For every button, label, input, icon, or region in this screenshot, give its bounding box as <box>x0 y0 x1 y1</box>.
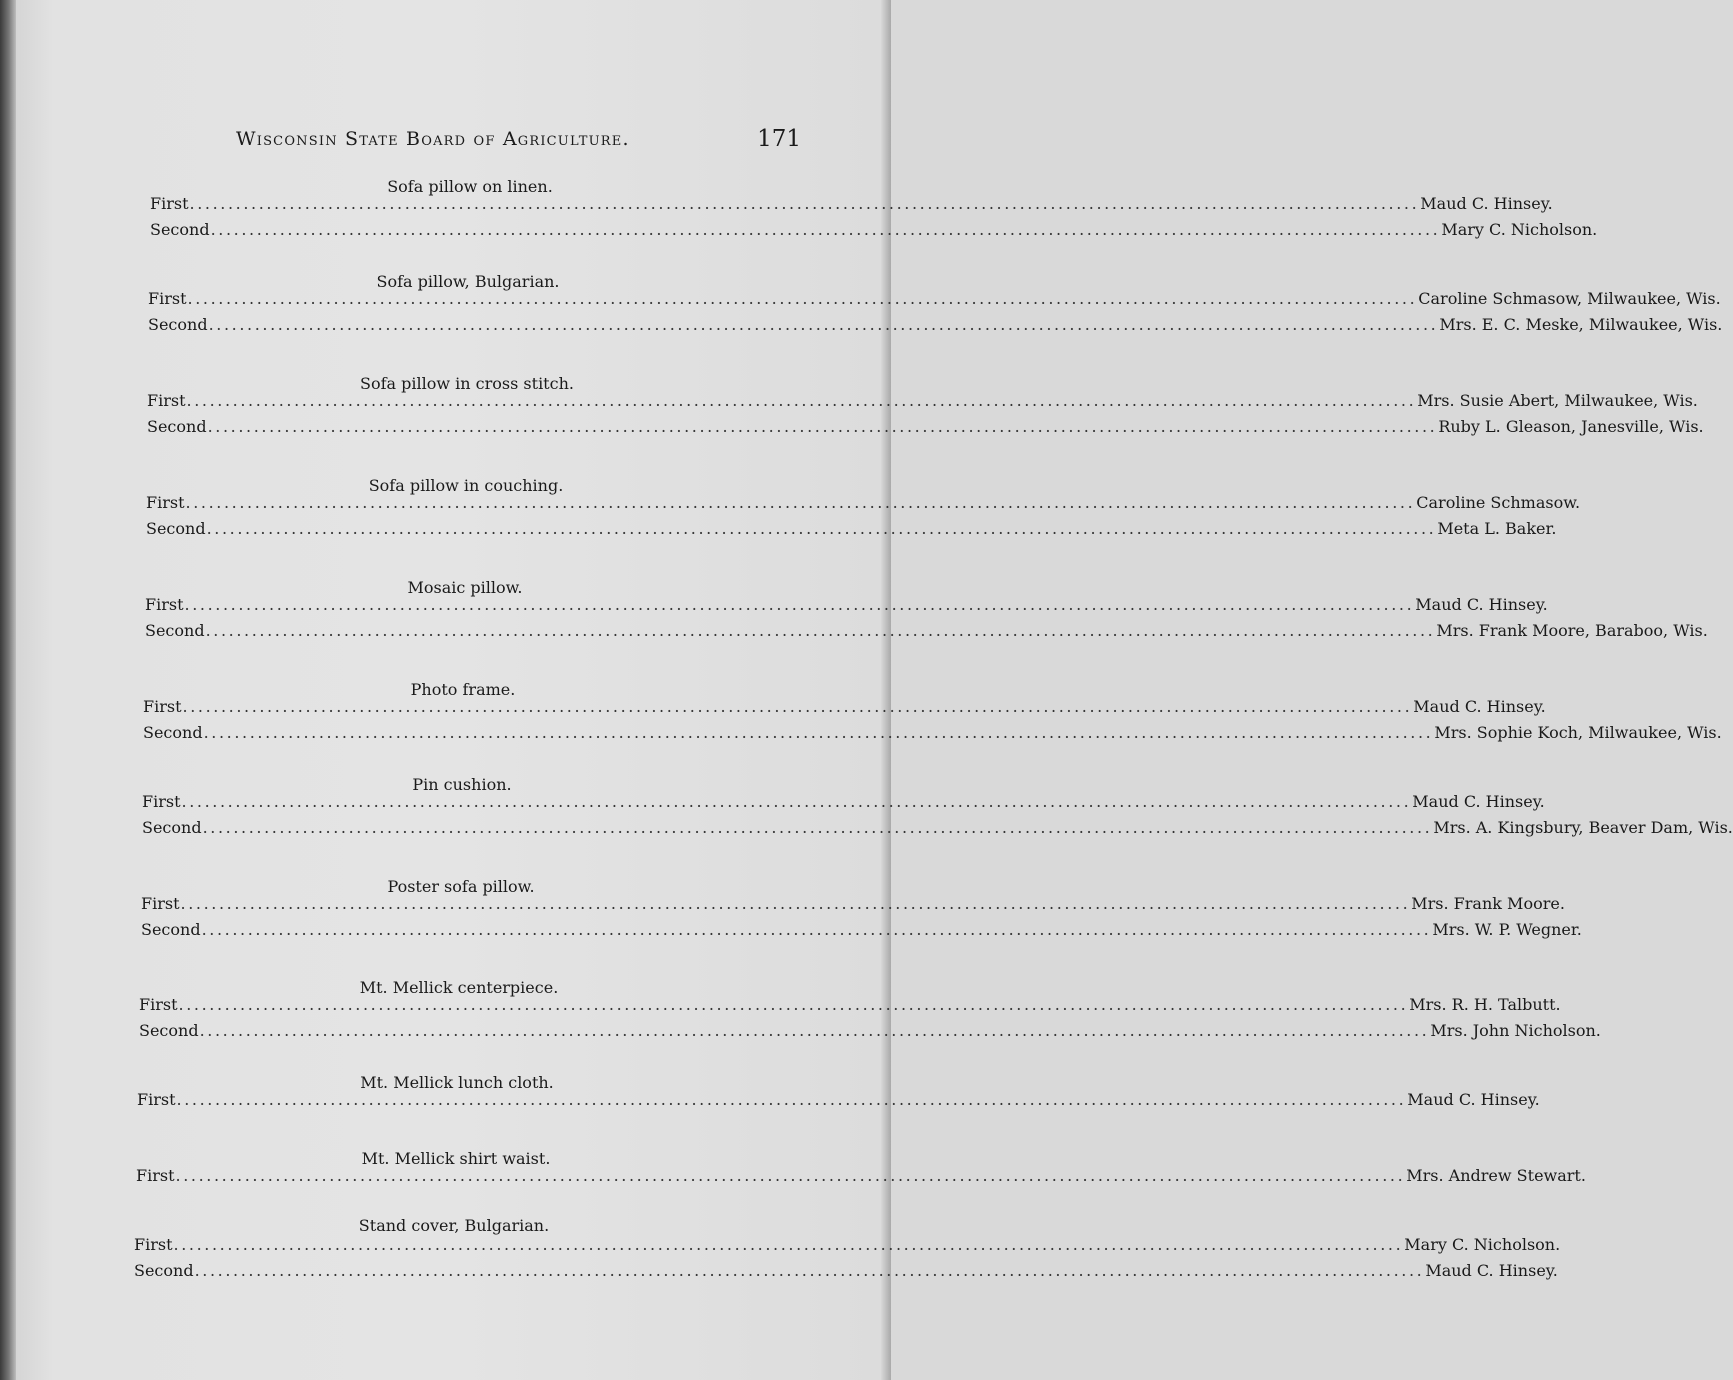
award-section <box>143 680 1722 770</box>
place-label: Second <box>146 519 206 538</box>
dot-leader: ................................................................................................................................................................ <box>175 1166 1406 1185</box>
winner-name: Mrs. Frank Moore, Baraboo, Wis. <box>1436 621 1708 640</box>
dot-leader: ................................................................................................................................................................ <box>199 1021 1430 1040</box>
section-title: Stand cover, Bulgarian. <box>358 1216 550 1235</box>
award-entry <box>148 289 1721 311</box>
award-entry <box>141 920 1582 942</box>
section-title: Mt. Mellick lunch cloth. <box>360 1073 554 1092</box>
winner-name: Mrs. John Nicholson. <box>1430 1021 1601 1040</box>
award-entry <box>150 220 1598 242</box>
award-entry <box>143 723 1722 745</box>
place-label: Second <box>139 1021 199 1040</box>
winner-name: Caroline Schmasow. <box>1416 493 1581 512</box>
place-label: First <box>139 995 178 1014</box>
place-label: First <box>134 1235 173 1254</box>
section-title: Pin cushion. <box>412 775 512 794</box>
award-entry <box>137 1090 1540 1112</box>
winner-name: Mary C. Nicholson. <box>1441 220 1598 239</box>
dot-leader: ................................................................................................................................................................ <box>184 595 1415 614</box>
section-title: Poster sofa pillow. <box>387 877 535 896</box>
award-entry <box>147 417 1704 439</box>
winner-name: Mrs. W. P. Wegner. <box>1432 920 1582 939</box>
winner-name: Maud C. Hinsey. <box>1407 1090 1540 1109</box>
winner-name: Mary C. Nicholson. <box>1404 1235 1561 1254</box>
place-label: Second <box>143 723 203 742</box>
section-title: Sofa pillow, Bulgarian. <box>376 272 560 291</box>
award-entry <box>143 697 1546 719</box>
award-entry <box>147 391 1698 413</box>
award-entry <box>146 519 1557 541</box>
winner-name: Mrs. Sophie Koch, Milwaukee, Wis. <box>1434 723 1722 742</box>
place-label: First <box>147 391 186 410</box>
winner-name: Mrs. R. H. Talbutt. <box>1409 995 1561 1014</box>
place-label: Second <box>150 220 210 239</box>
running-header-title: Wisconsin State Board of Agriculture. <box>236 128 630 150</box>
place-label: First <box>146 493 185 512</box>
award-section <box>146 476 1581 566</box>
winner-name: Mrs. Andrew Stewart. <box>1406 1166 1586 1185</box>
award-section <box>139 978 1601 1068</box>
dot-leader: ................................................................................................................................................................ <box>206 519 1437 538</box>
place-label: First <box>137 1090 176 1109</box>
award-section <box>145 578 1708 668</box>
place-label: First <box>148 289 187 308</box>
section-title: Mosaic pillow. <box>407 578 523 597</box>
award-section <box>147 374 1704 464</box>
dot-leader: ................................................................................................................................................................ <box>210 220 1441 239</box>
section-title: Sofa pillow in cross stitch. <box>360 374 574 393</box>
award-section <box>134 1216 1561 1306</box>
place-label: Second <box>145 621 205 640</box>
dot-leader: ................................................................................................................................................................ <box>186 391 1417 410</box>
place-label: First <box>150 194 189 213</box>
award-section <box>150 177 1598 267</box>
dot-leader: ................................................................................................................................................................ <box>203 723 1434 742</box>
award-entry <box>145 621 1708 643</box>
section-title: Mt. Mellick centerpiece. <box>359 978 559 997</box>
award-section <box>142 775 1733 865</box>
dot-leader: ................................................................................................................................................................ <box>185 493 1416 512</box>
dot-leader: ................................................................................................................................................................ <box>181 792 1412 811</box>
winner-name: Maud C. Hinsey. <box>1413 697 1546 716</box>
dot-leader: ................................................................................................................................................................ <box>201 920 1432 939</box>
winner-name: Maud C. Hinsey. <box>1415 595 1548 614</box>
dot-leader: ................................................................................................................................................................ <box>178 995 1409 1014</box>
award-section <box>141 877 1582 967</box>
section-title: Mt. Mellick shirt waist. <box>361 1149 551 1168</box>
section-title: Photo frame. <box>410 680 516 699</box>
dot-leader: ................................................................................................................................................................ <box>180 894 1411 913</box>
award-entry <box>134 1261 1558 1283</box>
place-label: Second <box>147 417 207 436</box>
dot-leader: ................................................................................................................................................................ <box>187 289 1418 308</box>
award-section <box>148 272 1723 362</box>
place-label: First <box>141 894 180 913</box>
winner-name: Mrs. E. C. Meske, Milwaukee, Wis. <box>1439 315 1723 334</box>
award-entry <box>148 315 1723 337</box>
running-header <box>236 122 801 162</box>
dot-leader: ................................................................................................................................................................ <box>173 1235 1404 1254</box>
dot-leader: ................................................................................................................................................................ <box>207 417 1438 436</box>
winner-name: Ruby L. Gleason, Janesville, Wis. <box>1438 417 1704 436</box>
winner-name: Mrs. Frank Moore. <box>1411 894 1565 913</box>
place-label: First <box>143 697 182 716</box>
award-entry <box>146 493 1581 515</box>
place-label: Second <box>141 920 201 939</box>
place-label: First <box>136 1166 175 1185</box>
winner-name: Mrs. Susie Abert, Milwaukee, Wis. <box>1417 391 1698 410</box>
book-spine-shadow <box>0 0 16 1380</box>
award-entry <box>136 1166 1586 1188</box>
award-entry <box>139 1021 1601 1043</box>
award-entry <box>139 995 1561 1017</box>
award-entry <box>150 194 1553 216</box>
award-entry <box>145 595 1548 617</box>
dot-leader: ................................................................................................................................................................ <box>208 315 1439 334</box>
winner-name: Maud C. Hinsey. <box>1425 1261 1558 1280</box>
winner-name: Maud C. Hinsey. <box>1412 792 1545 811</box>
award-entry <box>142 818 1733 840</box>
place-label: First <box>142 792 181 811</box>
section-title: Sofa pillow in couching. <box>368 476 564 495</box>
award-entry <box>142 792 1545 814</box>
winner-name: Maud C. Hinsey. <box>1420 194 1553 213</box>
award-entry <box>141 894 1565 916</box>
page-number: 171 <box>757 126 801 152</box>
winner-name: Caroline Schmasow, Milwaukee, Wis. <box>1418 289 1721 308</box>
dot-leader: ................................................................................................................................................................ <box>189 194 1420 213</box>
award-entry <box>134 1235 1561 1257</box>
dot-leader: ................................................................................................................................................................ <box>194 1261 1425 1280</box>
dot-leader: ................................................................................................................................................................ <box>205 621 1436 640</box>
place-label: Second <box>142 818 202 837</box>
dot-leader: ................................................................................................................................................................ <box>182 697 1413 716</box>
place-label: Second <box>134 1261 194 1280</box>
winner-name: Meta L. Baker. <box>1437 519 1557 538</box>
place-label: Second <box>148 315 208 334</box>
section-title: Sofa pillow on linen. <box>387 177 553 196</box>
winner-name: Mrs. A. Kingsbury, Beaver Dam, Wis. <box>1433 818 1733 837</box>
place-label: First <box>145 595 184 614</box>
dot-leader: ................................................................................................................................................................ <box>202 818 1433 837</box>
dot-leader: ................................................................................................................................................................ <box>176 1090 1407 1109</box>
